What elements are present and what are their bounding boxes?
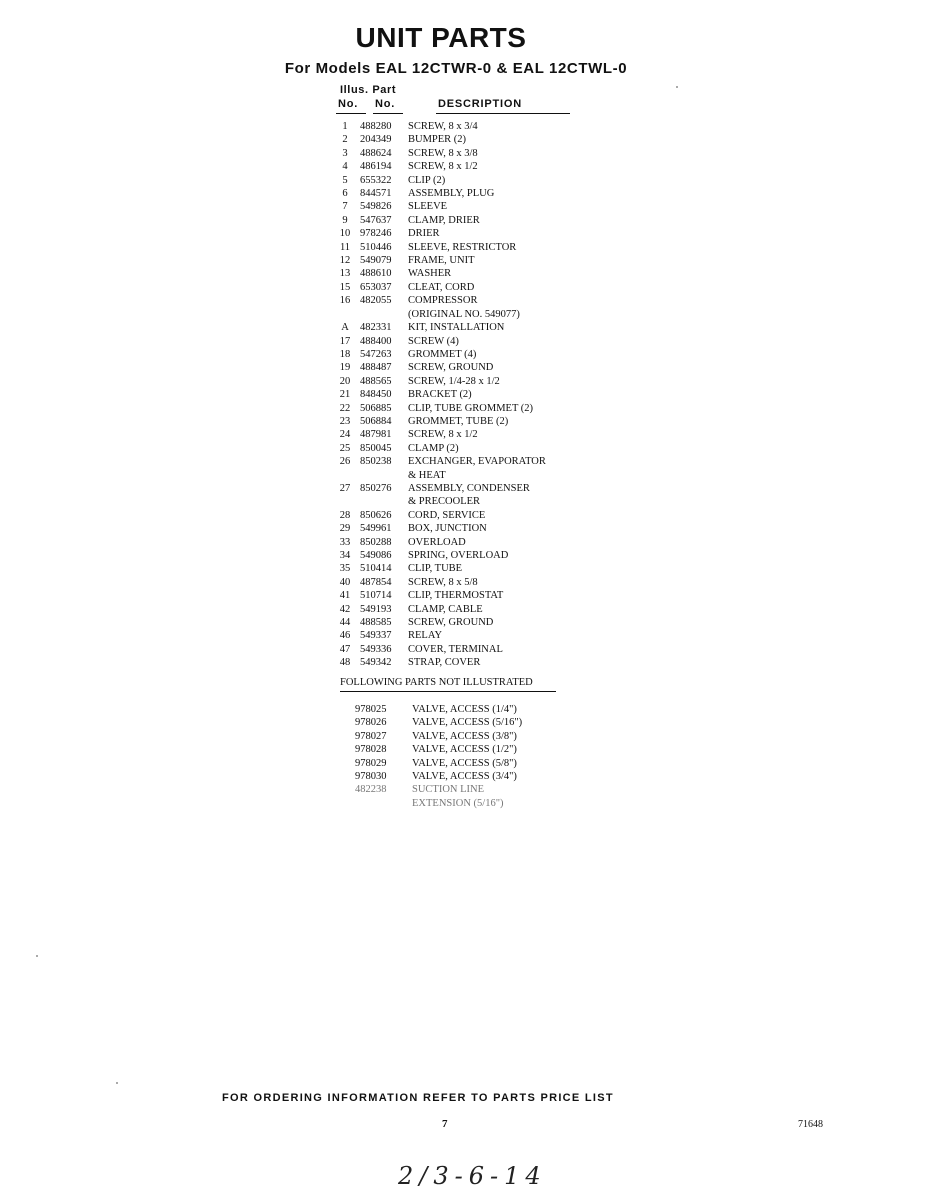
illus-number (330, 495, 360, 508)
part-row (330, 133, 610, 146)
part-row (330, 335, 610, 348)
part-row (330, 415, 610, 428)
part-number: 549086 (360, 550, 392, 561)
part-description: SCREW, GROUND (408, 617, 494, 629)
part-row (330, 562, 610, 575)
part-number (360, 469, 408, 482)
illus-number: 22 (339, 402, 351, 414)
part-description: SCREW, 8 x 1/2 (408, 161, 478, 173)
part-row (330, 120, 610, 133)
part-row (330, 428, 610, 441)
part-number: 850045 (360, 442, 392, 454)
part-number: 978029 (355, 757, 387, 769)
part-description: SCREW, 1/4-28 x 1/2 (408, 375, 500, 387)
part-row (330, 616, 610, 629)
part-number: 850288 (360, 536, 392, 548)
illus-number: A (341, 322, 349, 334)
part-row (330, 281, 610, 294)
part-number: 506885 (360, 402, 392, 414)
part-description: (ORIGINAL NO. 549077) (408, 308, 520, 320)
illus-number: 15 (339, 281, 351, 293)
part-row (330, 522, 610, 535)
illus-number: 5 (342, 174, 348, 186)
header-part-no: No. (375, 98, 396, 110)
illus-number: 25 (339, 442, 351, 454)
extra-part-row (355, 716, 615, 729)
header-description: DESCRIPTION (438, 98, 522, 110)
part-description: CLIP, TUBE GROMMET (2) (408, 402, 534, 414)
illus-number: 24 (339, 429, 351, 441)
part-number: 488565 (360, 375, 392, 387)
part-number: 482055 (360, 295, 392, 307)
part-description: ASSEMBLY, PLUG (408, 188, 495, 200)
illus-number (330, 308, 360, 321)
part-description: CLAMP, CABLE (408, 603, 483, 615)
part-number (360, 308, 408, 321)
part-number (355, 797, 412, 810)
part-row (330, 549, 610, 562)
part-row (330, 469, 610, 482)
part-row (330, 643, 610, 656)
part-row (330, 442, 610, 455)
models-subtitle: For Models EAL 12CTWR-0 & EAL 12CTWL-0 (284, 60, 628, 77)
part-row (330, 576, 610, 589)
header-underline-illus (336, 113, 366, 114)
part-description: ASSEMBLY, CONDENSER (408, 482, 530, 494)
illus-number: 44 (339, 617, 351, 629)
part-row (330, 147, 610, 160)
part-number: 978025 (355, 704, 387, 715)
part-row (330, 375, 610, 388)
part-row (330, 589, 610, 602)
part-row (330, 174, 610, 187)
part-description: BUMPER (2) (408, 134, 467, 146)
page-title: UNIT PARTS (355, 22, 527, 53)
illus-number: 3 (342, 147, 348, 159)
part-number: 549193 (360, 603, 392, 615)
illus-number: 16 (339, 295, 351, 307)
header-underline-description (436, 113, 570, 114)
illus-number: 40 (339, 576, 351, 588)
extra-part-row (355, 783, 615, 796)
part-description: GROMMET, TUBE (2) (408, 415, 509, 427)
illus-number: 6 (342, 188, 348, 200)
part-row (330, 267, 610, 280)
part-row (330, 656, 610, 669)
part-description: DRIER (408, 228, 440, 240)
illus-number (330, 469, 360, 482)
following-parts-heading: FOLLOWING PARTS NOT ILLUSTRATED (340, 677, 533, 688)
part-description: SCREW (4) (408, 335, 459, 347)
part-row (330, 509, 610, 522)
header-illus-no: No. (338, 98, 359, 110)
part-number (360, 495, 408, 508)
part-row (330, 321, 610, 334)
part-row (330, 348, 610, 361)
scan-speck (676, 86, 678, 88)
part-row (330, 200, 610, 213)
part-row (330, 455, 610, 468)
part-description: BRACKET (2) (408, 389, 472, 401)
extra-part-row (355, 797, 615, 810)
page-number: 7 (442, 1118, 448, 1130)
illus-number: 2 (342, 134, 348, 146)
illus-number: 17 (339, 335, 351, 347)
part-row (330, 308, 610, 321)
part-row (330, 254, 610, 267)
extra-part-row (355, 743, 615, 756)
part-number: 482331 (360, 322, 392, 334)
part-description: SCREW, 8 x 1/2 (408, 429, 478, 441)
part-description: VALVE, ACCESS (5/8") (412, 757, 517, 769)
illus-number: 19 (339, 362, 351, 374)
illus-number: 10 (339, 228, 351, 240)
part-description: CLAMP, DRIER (408, 214, 480, 226)
illus-number: 9 (342, 214, 348, 226)
illus-number: 7 (342, 201, 348, 213)
part-number: 978026 (355, 717, 387, 729)
part-number: 487854 (360, 576, 392, 588)
part-number: 549079 (360, 255, 392, 267)
part-number: 506884 (360, 415, 392, 427)
illus-number: 28 (339, 509, 351, 521)
part-number: 510446 (360, 241, 392, 253)
extra-part-row (355, 770, 615, 783)
part-description: CORD, SERVICE (408, 509, 486, 521)
part-description: SLEEVE (408, 201, 448, 213)
part-description: SCREW, 8 x 3/8 (408, 147, 478, 159)
part-number: 978028 (355, 744, 387, 756)
part-number: 850238 (360, 456, 392, 468)
part-row (330, 227, 610, 240)
part-number: 978246 (360, 228, 392, 240)
part-number: 549961 (360, 523, 392, 535)
part-description: VALVE, ACCESS (5/16") (412, 717, 523, 729)
part-description: VALVE, ACCESS (1/4") (412, 704, 517, 715)
illus-number: 41 (339, 590, 351, 602)
header-underline-part (373, 113, 403, 114)
part-number: 510414 (360, 563, 392, 575)
extra-part-row (355, 757, 615, 770)
part-description: BOX, JUNCTION (408, 523, 487, 535)
part-number: 486194 (360, 161, 392, 173)
part-row (330, 388, 610, 401)
part-number: 844571 (360, 188, 392, 200)
part-number: 549336 (360, 643, 392, 655)
part-description: RELAY (408, 630, 443, 642)
part-row (330, 294, 610, 307)
part-number: 488280 (360, 121, 392, 132)
illus-number: 26 (339, 456, 351, 468)
illus-number: 42 (339, 603, 351, 615)
part-description: VALVE, ACCESS (3/4") (412, 771, 517, 783)
document-number: 71648 (798, 1119, 823, 1130)
following-parts-underline (340, 691, 556, 692)
illus-number: 21 (339, 389, 351, 401)
illus-number: 13 (339, 268, 351, 280)
part-description: & HEAT (408, 469, 446, 481)
scan-speck (36, 955, 38, 957)
part-number: 488610 (360, 268, 392, 280)
extra-part-row (355, 730, 615, 743)
illus-number: 1 (342, 121, 348, 132)
part-description: STRAP, COVER (408, 657, 481, 669)
part-description: CLIP, THERMOSTAT (408, 590, 504, 602)
part-number: 488400 (360, 335, 392, 347)
part-row (330, 603, 610, 616)
illus-number: 4 (342, 161, 348, 173)
part-row (330, 629, 610, 642)
part-description: OVERLOAD (408, 536, 466, 548)
part-description: SPRING, OVERLOAD (408, 550, 509, 561)
part-description: & PRECOOLER (408, 496, 481, 508)
part-number: 655322 (360, 174, 392, 186)
part-description: CLIP (2) (408, 174, 446, 186)
illus-number: 35 (339, 563, 351, 575)
illus-number: 48 (339, 657, 351, 669)
part-number: 547263 (360, 348, 392, 360)
part-description: EXCHANGER, EVAPORATOR (408, 456, 546, 468)
part-number: 487981 (360, 429, 392, 441)
part-description: CLEAT, CORD (408, 281, 475, 293)
part-number: 547637 (360, 214, 392, 226)
part-number: 978027 (355, 730, 387, 742)
illus-number: 46 (339, 630, 351, 642)
part-row (330, 187, 610, 200)
part-description: GROMMET (4) (408, 348, 477, 360)
illus-number: 23 (339, 415, 351, 427)
part-description: EXTENSION (5/16") (412, 797, 504, 809)
part-description: SCREW, 8 x 3/4 (408, 121, 478, 132)
part-description: FRAME, UNIT (408, 255, 475, 267)
part-number: 549342 (360, 657, 392, 669)
part-row (330, 402, 610, 415)
extra-part-row (355, 703, 615, 716)
part-description: COMPRESSOR (408, 295, 478, 307)
handwritten-note: 2/3-6-14 (398, 1162, 547, 1190)
part-row (330, 536, 610, 549)
header-illus-part: Illus. Part (340, 84, 397, 96)
part-description: VALVE, ACCESS (3/8") (412, 730, 517, 742)
part-description: SUCTION LINE (412, 784, 485, 796)
part-row (330, 361, 610, 374)
part-description: COVER, TERMINAL (408, 643, 503, 655)
part-row (330, 482, 610, 495)
illus-number: 11 (339, 241, 351, 253)
part-number: 488487 (360, 362, 392, 374)
illus-number: 20 (339, 375, 351, 387)
part-description: SCREW, GROUND (408, 362, 494, 374)
part-number: 848450 (360, 389, 392, 401)
ordering-info-note: FOR ORDERING INFORMATION REFER TO PARTS PRICE LIST (222, 1092, 614, 1104)
part-description: WASHER (408, 268, 452, 280)
part-number: 510714 (360, 590, 392, 602)
part-description: SCREW, 8 x 5/8 (408, 576, 478, 588)
part-number: 850276 (360, 482, 392, 494)
part-number: 488585 (360, 617, 392, 629)
part-row (330, 241, 610, 254)
part-number: 549337 (360, 630, 392, 642)
part-number: 549826 (360, 201, 392, 213)
illus-number: 34 (339, 550, 351, 561)
part-number: 653037 (360, 281, 392, 293)
part-description: CLAMP (2) (408, 442, 459, 454)
part-row (330, 495, 610, 508)
part-number: 482238 (355, 784, 387, 796)
part-number: 204349 (360, 134, 392, 146)
parts-list (330, 120, 610, 670)
part-row (330, 214, 610, 227)
illus-number: 33 (339, 536, 351, 548)
part-number: 978030 (355, 771, 387, 783)
illus-number: 29 (339, 523, 351, 535)
illus-number: 12 (339, 255, 351, 267)
part-description: SLEEVE, RESTRICTOR (408, 241, 517, 253)
part-number: 488624 (360, 147, 392, 159)
illus-number: 47 (339, 643, 351, 655)
part-row (330, 160, 610, 173)
part-description: KIT, INSTALLATION (408, 322, 505, 334)
illus-number: 18 (339, 348, 351, 360)
not-illustrated-parts-list (355, 703, 615, 810)
part-description: VALVE, ACCESS (1/2") (412, 744, 517, 756)
scan-speck (116, 1082, 118, 1084)
part-number: 850626 (360, 509, 392, 521)
part-description: CLIP, TUBE (408, 563, 463, 575)
illus-number: 27 (339, 482, 351, 494)
